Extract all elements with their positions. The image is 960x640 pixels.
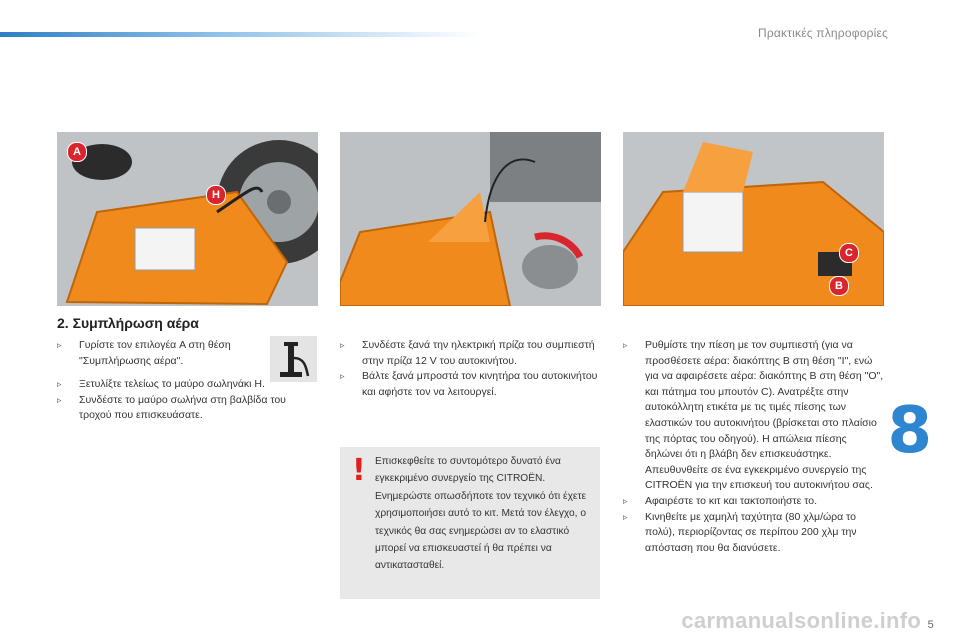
pointer-triangle-icon: ▹	[623, 511, 628, 522]
list-item: ▹ Συνδέστε το μαύρο σωλήνα στη βαλβίδα του τροχού που επισκευάσατε.	[57, 393, 286, 422]
callout-h: H	[206, 185, 226, 205]
column-1	[57, 338, 262, 375]
column-3	[623, 338, 885, 556]
list-item: ▹ Συνδέστε ξανά την ηλεκτρική πρίζα του συμπιεστή στην πρίζα 12 V του αυτοκινήτου.	[340, 339, 595, 367]
list-item: ▹ Ξετυλίξτε τελείως το μαύρο σωληνάκι H.	[57, 377, 317, 393]
pointer-triangle-icon: ▹	[57, 379, 62, 389]
pointer-triangle-icon: ▹	[57, 394, 62, 405]
callout-c: C	[839, 243, 859, 263]
pump-icon	[270, 336, 317, 382]
page-header-title: Πρακτικές πληροφορίες	[757, 26, 888, 40]
section-title: 2. Συμπλήρωση αέρα	[57, 315, 199, 331]
list-item: ▹ Κινηθείτε με χαμηλή ταχύτητα (80 χλμ/ώρα το πολύ), περιορίζοντας σε περίπου 200 χλμ την απόσταση που θα διανύσετε.	[623, 510, 857, 554]
chapter-number: 8	[887, 394, 932, 468]
pointer-triangle-icon: ▹	[623, 495, 628, 506]
column-2	[340, 338, 602, 400]
watermark-text: carmanualsonline.info	[681, 608, 922, 633]
list-item: ▹ Γυρίστε τον επιλογέα A στη θέση "Συμπλήρωσης αέρα".	[57, 339, 231, 367]
header-accent-bar	[0, 32, 480, 37]
list-item: ▹ Αφαιρέστε το κιτ και τακτοποιήστε το.	[623, 494, 885, 510]
pointer-triangle-icon: ▹	[57, 340, 62, 350]
callout-a: A	[67, 142, 87, 162]
list-item: ▹ Ρυθμίστε την πίεση με τον συμπιεστή (για να προσθέσετε αέρα: διακόπτης B στη θέση "I", ενώ για να αφαιρέσετε αέρα: διακόπτης B στη θέση "O", και πάτημα του μπουτόν C). Ανατρέξτε στην αυτοκόλλητη ετικέτα με τις τιμές πίεσης των ελαστικών του αυτοκινήτου (βρίσκεται στο πλαίσιο της πόρτας του οδηγού). Η απώλεια πίεσης δηλώνει ότι η βλάβη δεν επισκευάστηκε. Απευθυνθείτε σε ένα εγκεκριμένο συνεργείο της CITROËN για την επισκευή του αυτοκινήτου σας.	[623, 339, 884, 492]
column-1-cont	[57, 377, 317, 424]
pointer-triangle-icon: ▹	[340, 340, 345, 350]
warning-text: Επισκεφθείτε το συντομότερο δυνατό ένα εγκεκριμένο συνεργείο της CITROËN. Ενημερώστε οπωσδήποτε τον τεχνικό ότι έχετε χρησιμοποιήσει αυτό το κιτ. Μετά τον έλεγχο, ο τεχνικός θα σας ενημερώσει αν το ελαστικό μπορεί να επισκευαστεί ή θα πρέπει να αντικατασταθεί.	[375, 456, 587, 572]
pointer-triangle-icon: ▹	[623, 340, 628, 350]
photo-compressor-wheel	[57, 132, 318, 306]
footer-watermark	[681, 608, 934, 634]
warning-icon: !	[352, 453, 366, 488]
pointer-triangle-icon: ▹	[340, 371, 345, 382]
photo-compressor-socket	[340, 132, 601, 306]
list-item: ▹ Βάλτε ξανά μπροστά τον κινητήρα του αυτοκινήτου και αφήστε τον να λειτουργεί.	[340, 370, 598, 398]
callout-b: B	[829, 276, 849, 296]
warning-box	[340, 447, 600, 599]
page-number: 5	[927, 619, 934, 631]
